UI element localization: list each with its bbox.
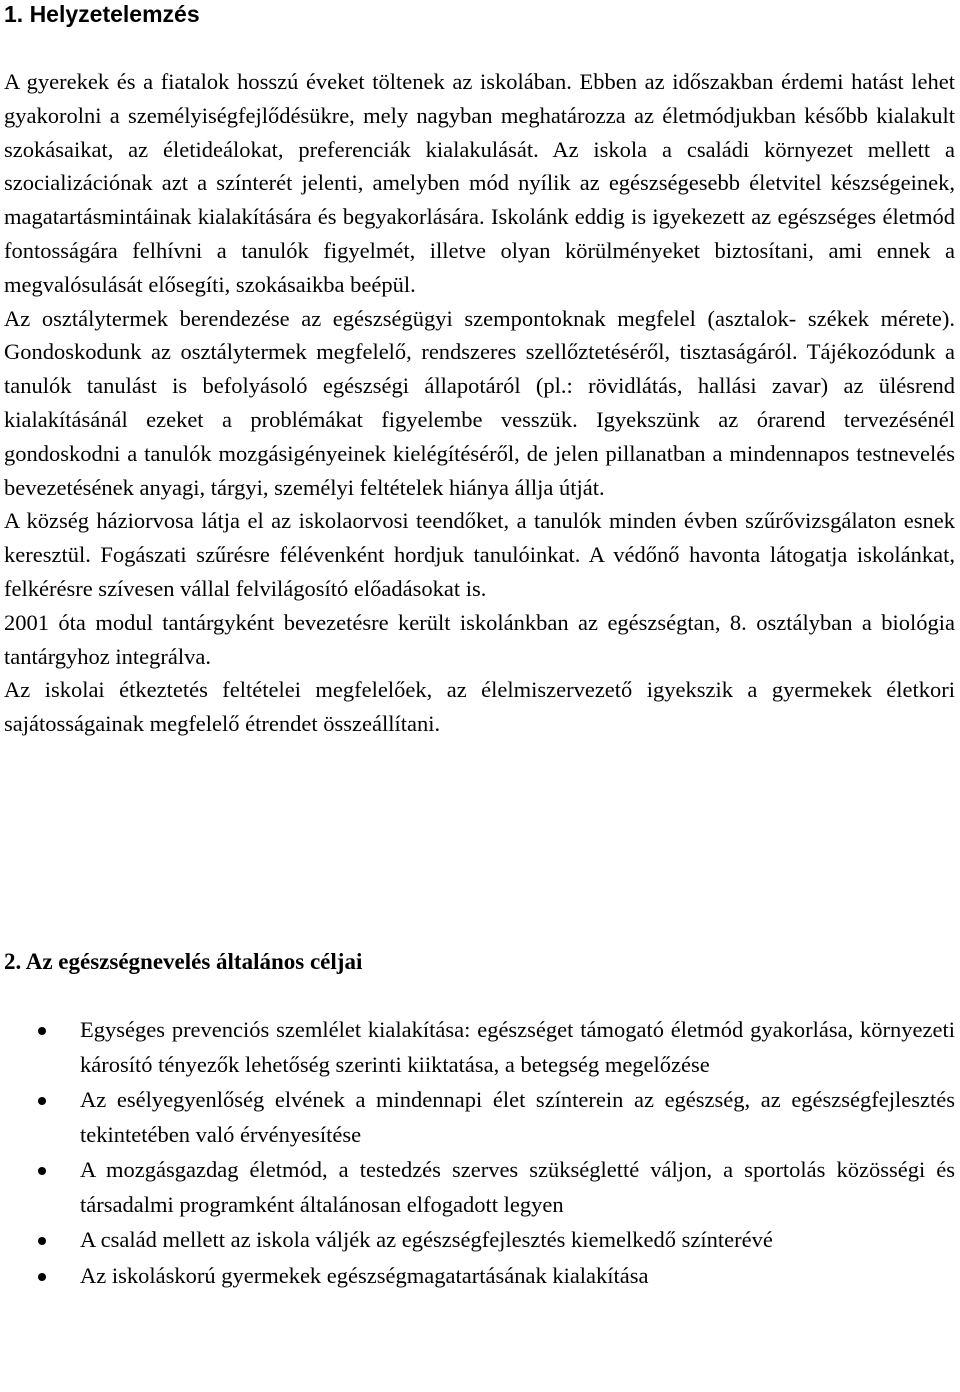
list-item-text: Egységes prevenciós szemlélet kialakítása: egészséget támogató életmód gyakorlása, környezeti károsító tényezők lehetőség szerinti kiiktatása, a betegség megelőzése	[80, 1017, 955, 1077]
paragraph-health-module: 2001 óta modul tantárgyként bevezetésre került iskolánkban az egészségtan, 8. osztályban a biológia tantárgyhoz integrálva.	[4, 609, 955, 669]
goals-list	[4, 1013, 955, 1294]
bullet-icon	[38, 1027, 46, 1035]
list-item-text: A család mellett az iskola váljék az egészségfejlesztés kiemelkedő színterévé	[80, 1227, 773, 1252]
bullet-icon	[38, 1273, 46, 1281]
list-item	[4, 1259, 955, 1294]
bullet-icon	[38, 1167, 46, 1175]
section-2-heading: 2. Az egészségnevelés általános céljai	[4, 949, 363, 974]
section-1-body	[4, 65, 955, 741]
list-item-text: A mozgásgazdag életmód, a testedzés szerves szükségletté váljon, a sportolás közösségi és társadalmi programként általánosan elfogadott legyen	[80, 1157, 955, 1217]
list-item-text: Az iskoláskorú gyermekek egészségmagatartásának kialakítása	[80, 1262, 649, 1288]
bullet-icon	[38, 1237, 46, 1245]
bullet-icon	[38, 1097, 46, 1105]
list-item	[4, 1013, 955, 1082]
paragraph-classrooms: Az osztálytermek berendezése az egészségügyi szempontoknak megfelel (asztalok- székek mérete). Gondoskodunk az osztálytermek megfelelő, rendszeres szellőztetéséről, tisztaságáról. Tájékozódunk a tanulók tanulást is befolyásoló egészségi állapotáról (pl.: rövidlátás, hallási zavar) az ülésrend kialakításánál ezeket a problémákat figyelembe vesszük. Igyekszünk az órarend tervezésénél gondoskodni a tanulók mozgásigényeinek kielégítéséről, de jelen pillanatban a mindennapos testnevelés bevezetésének anyagi, tárgyi, személyi feltételek hiánya állja útját.	[4, 305, 955, 500]
paragraph-intro: A gyerekek és a fiatalok hosszú éveket töltenek az iskolában. Ebben az időszakban érdemi hatást lehet gyakorolni a személyiségfejlődésükre, mely nagyban meghatározza az életmódjukban később kialakult szokásaikat, az életideálokat, preferenciák kialakulását. Az iskola a családi környezet mellett a szocializációnak azt a színterét jelenti, amelyben mód nyílik az egészségesebb életvitel készségeinek, magatartásmintáinak kialakítására és begyakorlására. Iskolánk eddig is igyekezett az egészséges életmód fontosságára felhívni a tanulók figyelmét, illetve olyan körülményeket biztosítani, ami ennek a megvalósulását elősegíti, szokásaikba beépül.	[4, 69, 955, 297]
paragraph-health-services: A község háziorvosa látja el az iskolaorvosi teendőket, a tanulók minden évben szűrővizsgálaton esnek keresztül. Fogászati szűrésre félévenként hordjuk tanulóinkat. A védőnő havonta látogatja iskolánkat, felkérésre szívesen vállal felvilágosító előadásokat is.	[4, 508, 955, 601]
list-item	[4, 1083, 955, 1152]
section-1-heading: 1. Helyzetelemzés	[4, 1, 200, 27]
list-item-text: Az esélyegyenlőség elvének a mindennapi élet színterein az egészség, az egészségfejlesztés tekintetében való érvényesítése	[80, 1087, 955, 1147]
list-item	[4, 1153, 955, 1222]
paragraph-catering: Az iskolai étkeztetés feltételei megfelelőek, az élelmiszervezető igyekszik a gyermekek életkori sajátosságainak megfelelő étrendet összeállítani.	[4, 677, 955, 737]
list-item	[4, 1223, 955, 1258]
